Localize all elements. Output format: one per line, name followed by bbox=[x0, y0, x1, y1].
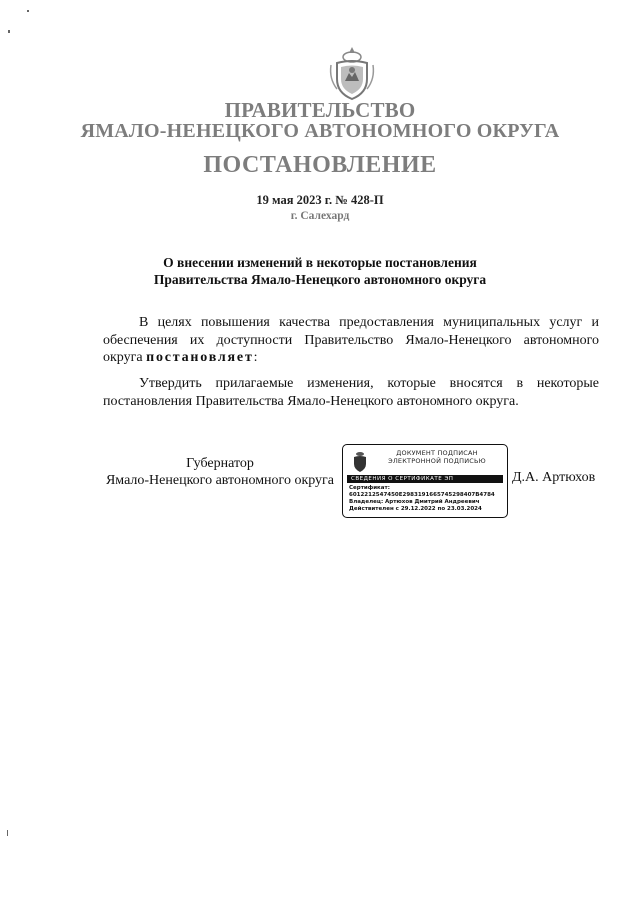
signatory-position bbox=[100, 455, 340, 489]
stamp-heading-line2: ЭЛЕКТРОННОЙ ПОДПИСЬЮ bbox=[388, 457, 486, 465]
document-subject bbox=[0, 254, 640, 288]
body-paragraph-1 bbox=[103, 314, 599, 367]
signatory-position-line2: Ямало-Ненецкого автономного округа bbox=[105, 473, 335, 488]
paragraph-1-text: В целях повышения качества предоставления муниципальных услуг и обеспечения их доступности Правительство Ямало-Ненецкого автономного округа bbox=[103, 315, 599, 365]
signatory-name: Д.А. Артюхов bbox=[512, 470, 596, 485]
stamp-heading-line1: ДОКУМЕНТ ПОДПИСАН bbox=[396, 449, 478, 457]
coat-of-arms-icon bbox=[351, 451, 369, 473]
paragraph-1-end: : bbox=[253, 350, 258, 365]
stamp-cert-bar: СВЕДЕНИЯ О СЕРТИФИКАТЕ ЭП bbox=[347, 475, 503, 483]
electronic-signature-stamp bbox=[342, 444, 508, 518]
scan-speck bbox=[7, 830, 8, 836]
stamp-heading bbox=[375, 449, 499, 465]
stamp-validity: Действителен с 29.12.2022 по 23.03.2024 bbox=[349, 506, 482, 512]
stamp-owner: Владелец: Артюхов Дмитрий Андреевич bbox=[349, 499, 480, 505]
date-and-number: 19 мая 2023 г. № 428-П bbox=[256, 193, 384, 207]
city-label: г. Салехард bbox=[290, 210, 350, 222]
subject-line1: О внесении изменений в некоторые постановления bbox=[163, 255, 477, 270]
scan-speck bbox=[8, 30, 10, 33]
org-name-line2: ЯМАЛО-НЕНЕЦКОГО АВТОНОМНОГО ОКРУГА bbox=[80, 120, 560, 142]
paragraph-1-emphasis: постановляет bbox=[146, 350, 254, 365]
stamp-details bbox=[349, 485, 503, 513]
paragraph-2-text: Утвердить прилагаемые изменения, которые вносятся в некоторые постановления Правительства Ямало-Ненецкого автономного округа. bbox=[103, 376, 599, 409]
coat-of-arms-icon bbox=[327, 45, 377, 101]
stamp-cert-number: 6012212547450E2983191665745298407B4784 bbox=[349, 492, 495, 498]
scan-speck bbox=[27, 10, 29, 12]
stamp-cert-label: Сертификат: bbox=[349, 485, 390, 491]
signatory-position-line1: Губернатор bbox=[186, 456, 254, 471]
subject-line2: Правительства Ямало-Ненецкого автономного округа bbox=[153, 272, 487, 287]
document-type-title: ПОСТАНОВЛЕНИЕ bbox=[203, 152, 437, 178]
org-name-line1: ПРАВИТЕЛЬСТВО bbox=[224, 98, 416, 122]
body-paragraph-2 bbox=[103, 375, 599, 410]
